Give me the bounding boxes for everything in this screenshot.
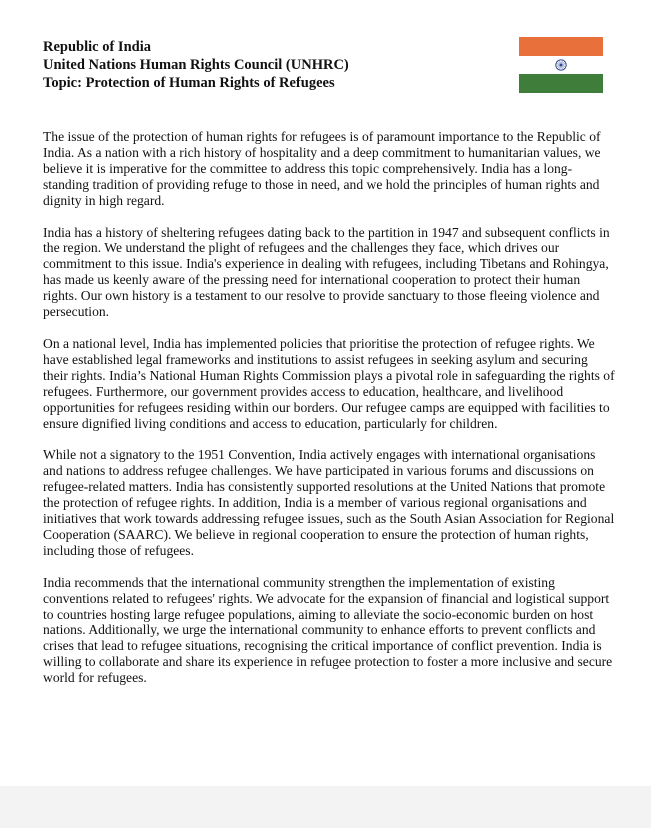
paragraph-introduction: The issue of the protection of human rights for refugees is of paramount importance to the Republic of India. As a nation with a rich history of hospitality and a deep commitment to humanitarian values, we believe it is imperative for the committee to address this topic comprehensively. India has a long-standing tradition of providing refuge to those in need, and we hold the principles of human rights and dignity in high regard. xyxy=(43,129,601,208)
flag-saffron-band xyxy=(519,37,603,56)
flag-white-band xyxy=(519,56,603,75)
india-flag-icon xyxy=(519,37,603,93)
flag-green-band xyxy=(519,74,603,93)
paragraph-national-policy: On a national level, India has implemented policies that prioritise the protection of refugee rights. We have established legal frameworks and institutions to assist refugees in seeking asylum and securing their rights. India’s National Human Rights Commission plays a pivotal role in safeguarding the rights of refugees. Furthermore, our government provides access to education, healthcare, and livelihood opportunities for refugees residing within our borders. Our refugee camps are equipped with facilities to ensure dignified living conditions and access to education, particularly for children. xyxy=(43,335,615,431)
document-header xyxy=(43,38,349,92)
paragraph-history: India has a history of sheltering refugees dating back to the partition in 1947 and subsequent conflicts in the region. We understand the plight of refugees and the challenges they face, which drives our commitment to this issue. India's experience in dealing with refugees, including Tibetans and Rohingya, has made us keenly aware of the pressing need for international cooperation to protect their human rights. Our own history is a testament to our resolve to provide sanctuary to those fleeing violence and persecution. xyxy=(43,224,610,320)
country-name: Republic of India xyxy=(43,39,151,55)
ashoka-chakra-icon xyxy=(555,59,567,71)
document-body xyxy=(43,129,615,702)
topic-title: Topic: Protection of Human Rights of Refugees xyxy=(43,75,335,91)
paragraph-recommendations: India recommends that the international community strengthen the implementation of existing conventions related to refugees' rights. We advocate for the expansion of financial and logistical support to countries hosting large refugee populations, aiming to alleviate the socio-economic burden on host nations. Additionally, we urge the international community to enhance efforts to prevent conflicts and crises that lead to refugee situations, recognising the critical importance of conflict prevention. India is willing to collaborate and share its experience in refugee protection to foster a more inclusive and secure world for refugees. xyxy=(43,574,613,686)
committee-name: United Nations Human Rights Council (UNHRC) xyxy=(43,57,349,73)
paragraph-international-engagement: While not a signatory to the 1951 Convention, India actively engages with international organisations and nations to address refugee challenges. We have participated in various forums and discussions on refugee-related matters. India has consistently supported resolutions at the United Nations that promote the protection of refugee rights. In addition, India is a member of various regional organisations and initiatives that work towards addressing refugee issues, such as the South Asian Association for Regional Cooperation (SAARC). We believe in regional cooperation to ensure the protection of human rights, including those of refugees. xyxy=(43,447,615,558)
